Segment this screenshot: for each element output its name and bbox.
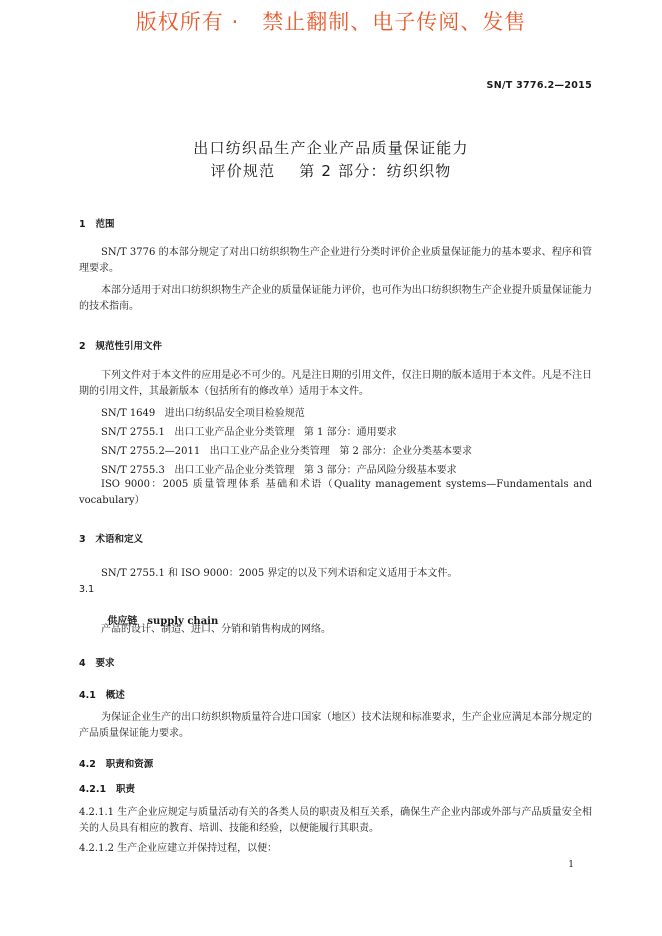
section-3-intro: SN/T 2755.1 和 ISO 9000：2005 界定的以及下列术语和定义适用于本文件。 bbox=[101, 568, 458, 579]
term-number: 3.1 bbox=[79, 584, 95, 595]
section-4-1-heading: 4.1 概述 bbox=[79, 690, 125, 701]
term-english: supply chain bbox=[147, 616, 219, 627]
reference-item-iso: ISO 9000：2005 质量管理体系 基础和术语（Quality management systems—Fundamentals and vocabulary） bbox=[79, 479, 592, 506]
section-1-paragraph-1: SN/T 3776 的本部分规定了对出口纺织织物生产企业进行分类时评价企业质量保证能力的基本要求、程序和管理要求。 bbox=[79, 247, 592, 274]
page-number: 1 bbox=[568, 860, 574, 870]
section-4-1-paragraph: 为保证企业生产的出口纺织织物质量符合进口国家（地区）技术法规和标准要求，生产企业应满足本部分规定的产品质量保证能力要求。 bbox=[79, 712, 592, 739]
reference-item: SN/T 2755.1 出口工业产品企业分类管理 第 1 部分：通用要求 bbox=[101, 427, 397, 438]
section-2-intro: 下列文件对于本文件的应用是必不可少的。凡是注日期的引用文件，仅注日期的版本适用于本文件。凡是不注日期的引用文件，其最新版本（包括所有的修改单）适用于本文件。 bbox=[79, 370, 592, 397]
term-definition: 产品的设计、制造、进口、分销和销售构成的网络。 bbox=[101, 624, 331, 635]
section-4-2-1-heading: 4.2.1 职责 bbox=[79, 784, 135, 795]
clause-4-2-1-2: 4.2.1.2 生产企业应建立并保持过程，以便： bbox=[79, 843, 278, 854]
term-chinese: 供应链 bbox=[107, 616, 138, 627]
section-2-heading: 2 规范性引用文件 bbox=[79, 341, 163, 352]
document-title-line1: 出口纺织品生产企业产品质量保证能力 bbox=[193, 139, 469, 157]
section-1-paragraph-2: 本部分适用于对出口纺织织物生产企业的质量保证能力评价，也可作为出口纺织织物生产企业提升质量保证能力的技术指南。 bbox=[79, 285, 592, 312]
section-4-2-heading: 4.2 职责和资源 bbox=[79, 759, 154, 770]
document-title-line2: 评价规范 第 2 部分：纺织织物 bbox=[210, 162, 452, 180]
standard-code: SN/T 3776.2—2015 bbox=[486, 80, 592, 91]
reference-item: SN/T 2755.2—2011 出口工业产品企业分类管理 第 2 部分：企业分类基本要求 bbox=[101, 446, 473, 457]
reference-item: SN/T 2755.3 出口工业产品企业分类管理 第 3 部分：产品风险分级基本要求 bbox=[101, 465, 457, 476]
section-3-heading: 3 术语和定义 bbox=[79, 534, 144, 545]
section-4-heading: 4 要求 bbox=[79, 658, 115, 669]
section-1-heading: 1 范围 bbox=[79, 219, 115, 230]
copyright-watermark: 版权所有 · 禁止翻制、电子传阅、发售 bbox=[135, 10, 527, 34]
reference-item: SN/T 1649 进出口纺织品安全项目检验规范 bbox=[101, 408, 305, 419]
clause-4-2-1-1: 4.2.1.1 生产企业应规定与质量活动有关的各类人员的职责及相互关系，确保生产企业内部或外部与产品质量安全相关的人员具有相应的教育、培训、技能和经验，以便能履行其职责。 bbox=[79, 807, 592, 834]
